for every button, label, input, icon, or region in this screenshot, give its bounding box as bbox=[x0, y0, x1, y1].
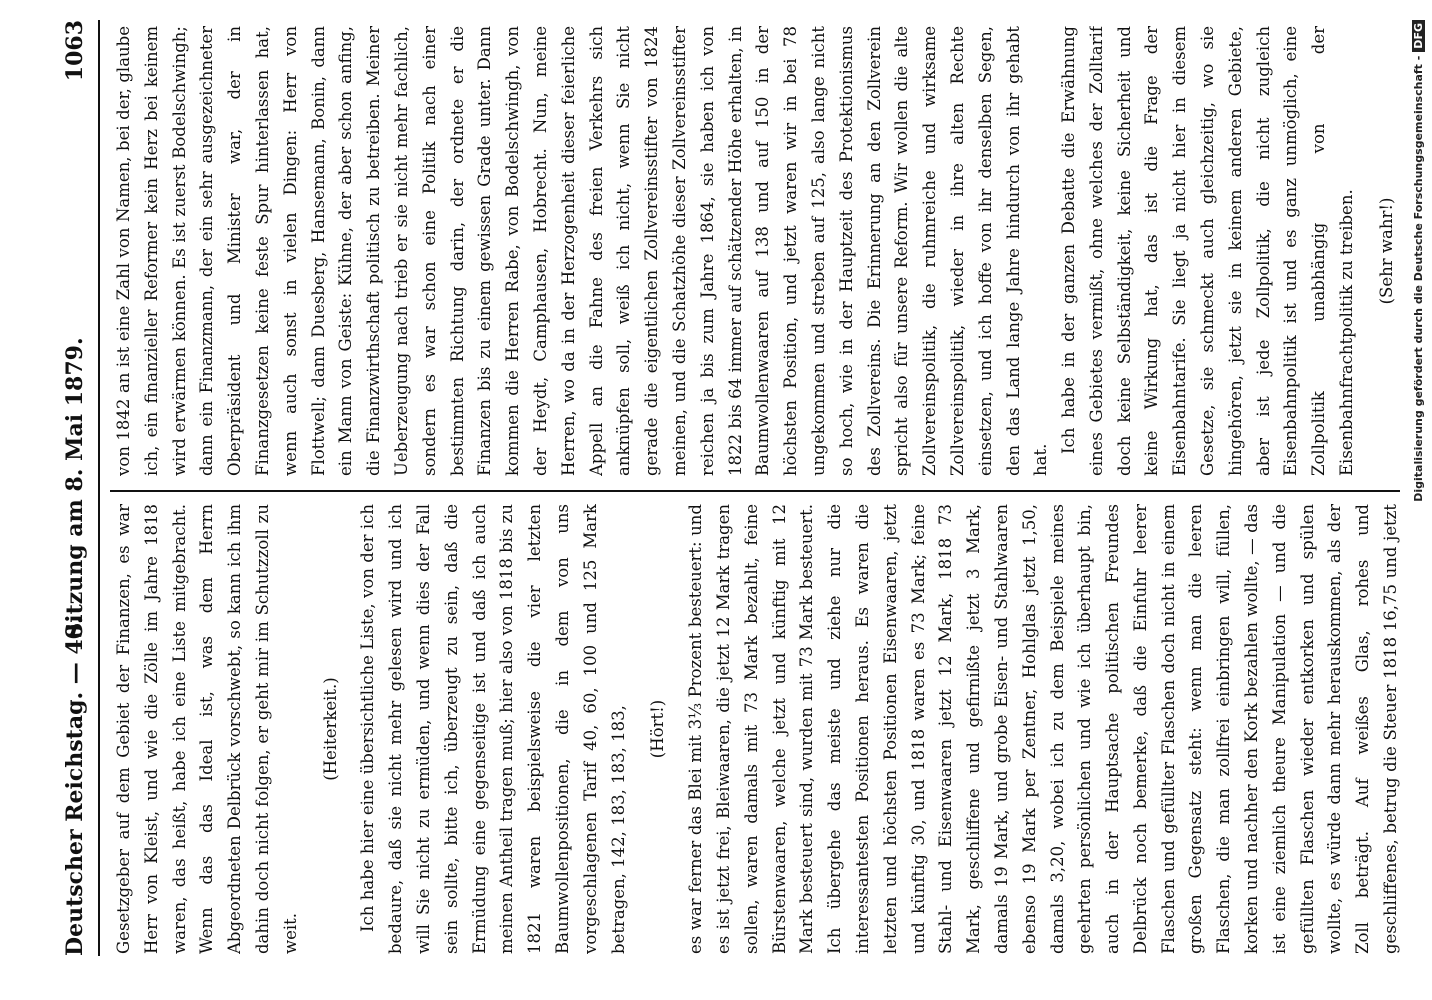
left-column bbox=[110, 504, 1410, 954]
left-paragraph-3: es war ferner das Blei mit 3⅓ Prozent besteuert: und es ist jetzt frei, Bleiwaaren, die jetzt 12 Mark tragen sollen, waren damals mit 73 Mark bezahlt, feine Bürstenwaaren, welche jetzt und künftig mit 12 Mark besteuert sind, wurden mit 73 Mark besteuert. Ich übergehe das meiste und ziehe nur die interessantesten Positionen heraus. Es waren die letzten und höchsten Positionen Eisenwaaren, jetzt und künftig 30, und 1818 waren es 73 Mark; feine Stahl- und Eisenwaaren jetzt 12 Mark, 1818 73 Mark, geschliffene und gefirnißte jetzt 3 Mark, damals 19 Mark, und grobe Eisen- und Stahlwaaren ebenso 19 Mark per Zentner, Hohlglas jetzt 1,50, damals 3,20, wobei ich zu dem Beispiele meines geehrten persönlichen und wie ich überhaupt bin, auch in der Hauptsache politischen Freundes Delbrück noch bemerke, daß die Einfuhr leerer Flaschen und gefüllter Flaschen doch nicht in einem großen Gegensatz steht: wenn man die leeren Flaschen, die man zollfrei einbringen will, füllen, korken und nachher den Kork bezahlen wollte, — das ist eine ziemlich theure Manipulation — und die gefüllten Flaschen wieder entkorken und spülen wollte, es würde dann mehr herauskommen, als der Zoll beträgt. Auf weißes Glas, rohes und geschliffenes, betrug die Steuer 1818 16,75 und jetzt bbox=[686, 504, 1401, 954]
header-publication: Deutscher Reichstag. — 40. bbox=[62, 616, 88, 956]
digitization-note bbox=[1412, 20, 1428, 960]
header-rule bbox=[98, 20, 100, 956]
right-aside-1: (Sehr wahr!) bbox=[1376, 197, 1396, 305]
right-paragraph-2: Ich habe in der ganzen Debatte die Erwähnung eines Gebietes vermißt, ohne welches der Zolltarif doch keine Selbständigkeit, keine Sicherheit und keine Wirkung hat, das ist die Frage der Eisenbahntarife. Sie liegt ja nicht hier in diesem Gesetze, sie schmeckt auch gleichzeitig, wo sie hingehören, jetzt sie in keinem anderen Gebiete, aber ist jede Zollpolitik, die nicht zugleich Eisenbahnpolitik ist und es ganz unmöglich, eine Zollpolitik unabhängig von der Eisenbahnfrachtpolitik zu treiben. bbox=[1059, 26, 1357, 476]
running-header bbox=[58, 20, 98, 956]
header-page-number: 1063 bbox=[62, 20, 88, 82]
dfg-logo: DFG bbox=[1412, 20, 1425, 52]
column-divider bbox=[110, 490, 1400, 492]
left-aside-2: (Hört!) bbox=[648, 699, 668, 759]
left-paragraph-2: Ich habe hier eine übersichtliche Liste, von der ich bedaure, daß sie nicht mehr gelesen wird und ich will Sie nicht zu ermüden, und wenn dies der Fall sein sollte, bitte ich, überzeugt zu sein, daß die Ermüdung eine gegenseitige ist und daß ich auch meinen Antheil tragen muß; hier also von 1818 bis zu 1821 waren beispielsweise die vier letzten Baumwollenpositionen, die in dem von uns vorgeschlagenen Tarif 40, 60, 100 und 125 Mark betragen, 142, 183, 183, 183, bbox=[358, 504, 628, 954]
digitization-text: Digitalisierung gefördert durch die Deutsche Forschungsgemeinschaft - bbox=[1412, 55, 1425, 502]
left-paragraph-1: Gesetzgeber auf dem Gebiet der Finanzen, es war Herr von Kleist, und wie die Zölle im Jahre 1818 waren, das heißt, habe ich eine Liste mitgebracht. Wenn das das Ideal ist, was dem Herrn Abgeordneten Delbrück vorschwebt, so kann ich ihm dahin doch nicht folgen, er geht mir im Schutzzoll zu weit. bbox=[114, 504, 300, 954]
right-column bbox=[110, 26, 1410, 476]
header-session: Sitzung am 8. Mai 1879. bbox=[62, 337, 88, 639]
left-aside-1: (Heiterkeit.) bbox=[320, 677, 340, 781]
right-paragraph-1: von 1842 an ist eine Zahl von Namen, bei der, glaube ich, ein finanzieller Reformer kein Herz bei keinem wird erwärmen können. Es ist zuerst Bodelschwingh; dann ein Finanzmann, der ein sehr ausgezeichneter Oberpräsident und Minister war, der in Finanzgesetzen keine feste Spur hinterlassen hat, wenn auch sonst in vielen Dingen: Herr von Flottwell; dann Duesberg, Hansemann, Bonin, dann ein Mann von Geiste: Kühne, der aber schon anfing, die Finanzwirthschaft politisch zu betreiben. Meiner Ueberzeugung nach trieb er sie nicht mehr fachlich, sondern es war schon eine Politik nach einer bestimmten Richtung darin, der ordnete er die Finanzen bis zu einem gewissen Grade unter. Dann kommen die Herren Rabe, von Bodelschwingh, von der Heydt, Camphausen, Hobrecht. Nun, meine Herren, wo da in der Herzogenheit dieser feierliche Appell an die Fahne des freien Verkehrs sich anknüpfen soll, weiß ich nicht, wenn Sie nicht gerade die eigentlichen Zollvereinsstifter von 1824 meinen, und die Schatzhöhe dieser Zollvereinsstifter reichen ja bis zum Jahre 1864, sie haben ich von 1822 bis 64 immer auf schätzender Höhe erhalten, in Baumwollenwaaren auf 138 und auf 150 in der höchsten Position, und jetzt waren wir in bei 78 ungekommen und streben auf 125, also lange nicht so hoch, wie in der Hauptzeit des Protektionismus des Zollvereins. Die Erinnerung an den Zollverein spricht also für unsere Reform. Wir wollen die alte Zollvereinspolitik, die ruhmreiche und wirksame Zollvereinspolitik, wieder in ihre alten Rechte einsetzen, und ich hoffe von ihr denselben Segen, den das Land lange Jahre hindurch von ihr gehabt hat. bbox=[114, 26, 1051, 476]
